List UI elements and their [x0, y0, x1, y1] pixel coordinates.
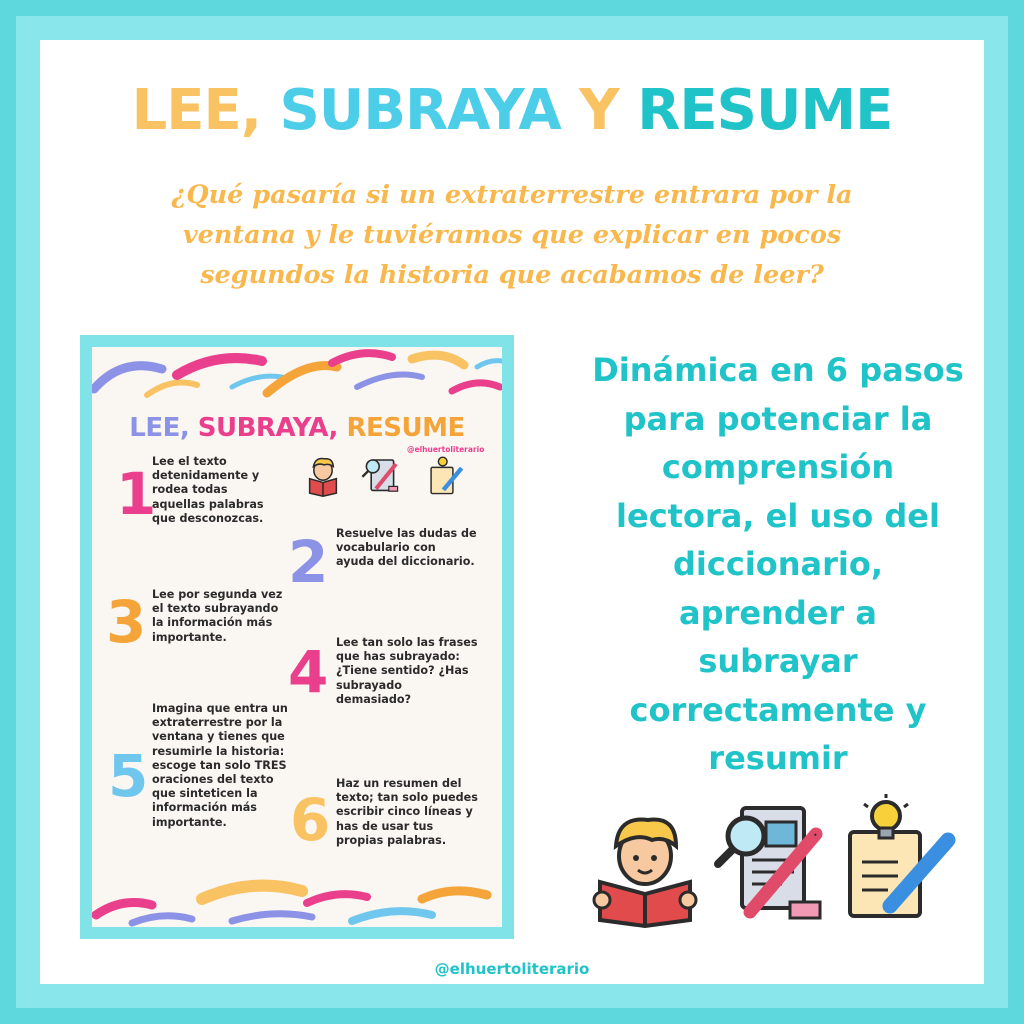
brush-strokes-bottom-decoration	[92, 877, 502, 927]
step-3-text: Lee por segunda vez el texto subrayando la información más importante.	[152, 588, 283, 644]
title-word-resume: RESUME	[637, 78, 893, 143]
step-6-text: Haz un resumen del texto; tan solo puedes escribir cinco líneas y has de usar tus propias palabras.	[336, 777, 478, 847]
poster-sheet	[92, 347, 502, 927]
tagline-line: diccionario,	[672, 545, 884, 583]
question-subtitle	[110, 175, 914, 295]
step-4-text: Lee tan solo las frases que has subrayado: ¿Tiene sentido? ¿Has subrayado demasiado?	[336, 636, 478, 706]
title-word-lee: LEE,	[131, 78, 262, 143]
boy-reading-icon	[590, 808, 700, 928]
step-5-text: Imagina que entra un extraterrestre por la ventana y tienes que resumirle la historia: escoge tan solo TRES oraciones del texto que sinteticen la información más importante.	[152, 702, 288, 829]
poster-title-resume: RESUME	[346, 413, 465, 443]
poster-handle: @elhuertoliterario	[407, 445, 485, 454]
poster-title-lee: LEE,	[129, 413, 190, 443]
tagline-text	[562, 346, 994, 783]
poster-title	[92, 413, 502, 443]
step-4-number: 4	[288, 638, 329, 706]
step-2-number: 2	[288, 528, 329, 596]
step-6-number: 6	[290, 786, 331, 854]
magnifier-pencil-document-icon	[712, 800, 827, 925]
tagline-line: Dinámica en 6 pasos	[592, 351, 964, 389]
footer-handle: @elhuertoliterario	[434, 960, 590, 978]
step-1-text: Lee el texto detenidamente y rodea todas aquellas palabras que desconozcas.	[152, 455, 264, 525]
step-2-text: Resuelve las dudas de vocabulario con ayuda del diccionario.	[336, 527, 477, 569]
subtitle-line: ventana y le tuviéramos que explicar en pocos	[182, 220, 842, 250]
poster-title-subraya: SUBRAYA,	[197, 413, 338, 443]
step-3-number: 3	[106, 588, 147, 656]
boy-reading-icon-small	[302, 452, 344, 500]
lightbulb-notepad-pen-icon	[842, 792, 957, 922]
tagline-line: para potenciar la	[623, 399, 933, 438]
title-word-subraya: SUBRAYA	[279, 78, 561, 143]
magnifier-pencil-icon-small	[360, 450, 404, 498]
title-word-y: Y	[579, 78, 619, 143]
tagline-line: subrayar	[698, 642, 858, 680]
step-1-number: 1	[116, 460, 157, 528]
tagline-line: correctamente y	[629, 690, 927, 729]
brush-strokes-top-decoration	[92, 347, 502, 407]
subtitle-line: ¿Qué pasaría si un extraterrestre entrara por la	[171, 180, 853, 210]
tagline-line: resumir	[708, 739, 848, 777]
lightbulb-notepad-icon-small	[426, 451, 466, 499]
tagline-line: lectora, el uso del	[616, 496, 940, 535]
tagline-line: aprender a	[679, 593, 877, 632]
step-5-number: 5	[108, 742, 149, 810]
main-title	[0, 78, 1024, 143]
tagline-line: comprensión	[661, 448, 895, 486]
subtitle-line: segundos la historia que acabamos de leer?	[200, 260, 824, 290]
poster-preview	[80, 335, 514, 939]
